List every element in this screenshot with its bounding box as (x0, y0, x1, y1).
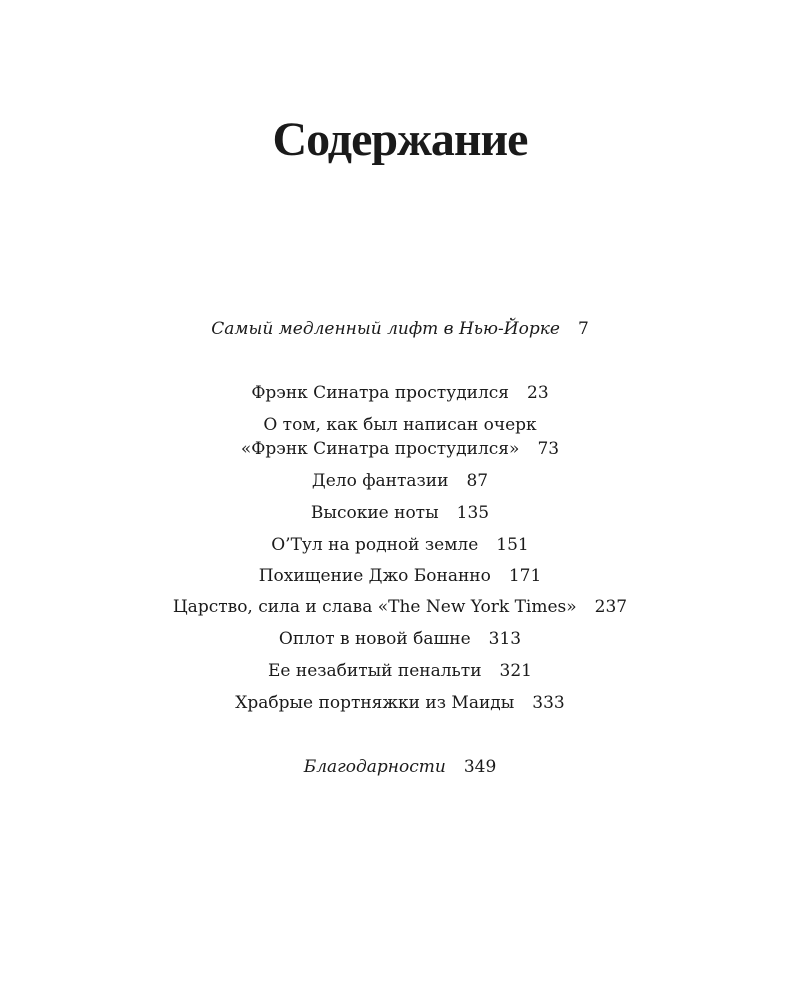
toc-entry-label: Храбрые портняжки из Маиды (235, 693, 515, 713)
toc-entry-page: 333 (532, 693, 565, 713)
toc-entry (0, 658, 800, 684)
toc-entry (0, 380, 800, 406)
toc-entry (0, 626, 800, 652)
toc-entry-page: 321 (499, 661, 532, 681)
toc-entry-acknowledgements (0, 754, 800, 780)
toc-entry-page: 23 (527, 383, 549, 403)
toc-entry-label: О’Тул на родной земле (271, 535, 479, 555)
toc-entry (0, 690, 800, 716)
toc-entry (0, 563, 800, 589)
toc-entry-page: 151 (496, 535, 529, 555)
toc-entry-label: Благодарности (303, 757, 446, 777)
toc-entry-line-1 (0, 412, 800, 438)
toc-entry (0, 500, 800, 526)
toc-entry-label: Похищение Джо Бонанно (258, 566, 491, 586)
toc-entry (0, 468, 800, 494)
toc-entry-label: Царство, сила и слава «The New York Times» (172, 597, 577, 617)
toc-entry-page: 7 (577, 319, 589, 339)
toc-entry-label: О том, как был написан очерк (263, 415, 537, 435)
toc-entry (0, 594, 800, 620)
toc-entry-label: Ее незабитый пенальти (267, 661, 482, 681)
toc-entry-page: 87 (466, 471, 489, 491)
page-title: Содержание (272, 113, 528, 166)
toc-entry-label: «Фрэнк Синатра простудился» (240, 439, 520, 459)
toc-entry-page: 313 (488, 629, 522, 649)
toc-entry-label: Дело фантазии (311, 471, 449, 491)
toc-entry-label: Самый медленный лифт в Нью-Йорке (211, 319, 560, 339)
toc-entry-label: Фрэнк Синатра простудился (251, 383, 510, 403)
toc-entry-intro (0, 316, 800, 342)
toc-entry-page: 135 (456, 503, 490, 523)
toc-entry-page: 171 (508, 566, 542, 586)
toc-entry-page: 73 (537, 439, 560, 459)
toc-entry (0, 532, 800, 558)
toc-entry-label: Высокие ноты (310, 503, 439, 523)
toc-entry-page: 349 (463, 757, 497, 777)
toc-entry-label: Оплот в новой башне (278, 629, 471, 649)
toc-entry-line-2 (0, 436, 800, 462)
toc-entry-page: 237 (594, 597, 628, 617)
